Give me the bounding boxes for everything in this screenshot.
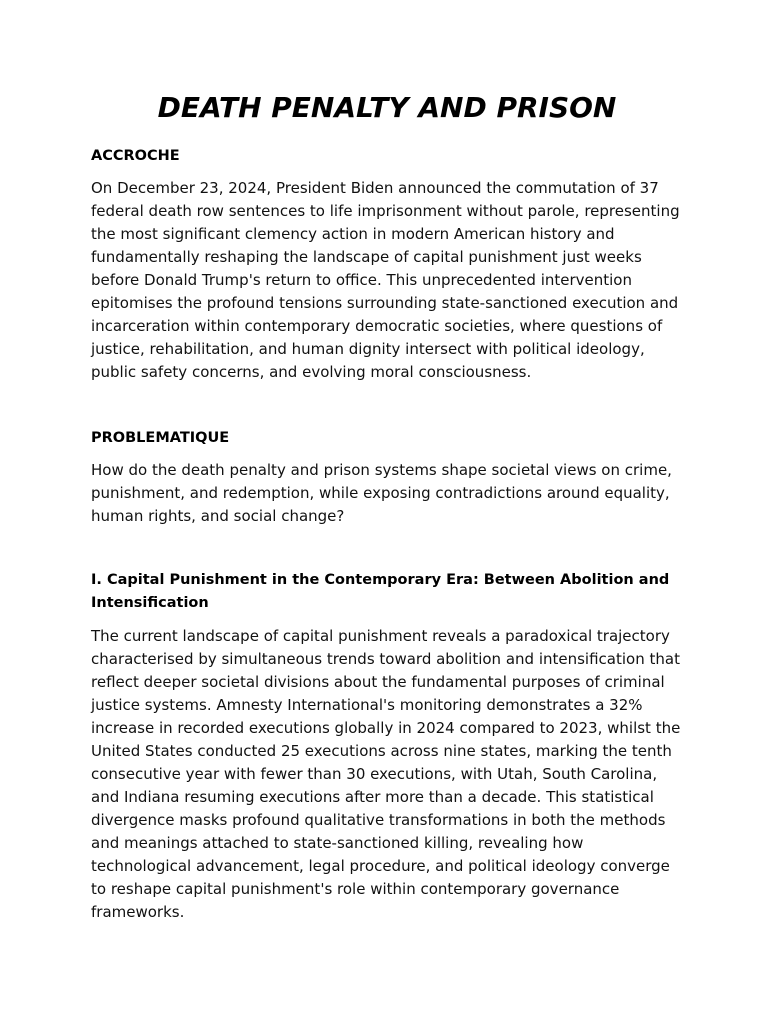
section-1-heading: I. Capital Punishment in the Contemporary Era: Between Abolition and Intensification [91, 572, 670, 611]
section-1-paragraph: The current landscape of capital punishment reveals a paradoxical trajectory characterised by simultaneous trends toward abolition and intensification that reflect deeper societal divisions about the fundamental purposes of criminal justice systems. Amnesty International's monitoring demonstrates a 32% increase in recorded executions globally in 2024 compared to 2023, whilst the United States conducted 25 executions across nine states, marking the tenth consecutive year with fewer than 30 executions, with Utah, South Carolina, and Indiana resuming executions after more than a decade. This statistical divergence masks profound qualitative transformations in both the methods and meanings attached to state-sanctioned killing, revealing how technological advancement, legal procedure, and political ideology converge to reshape capital punishment's role within contemporary governance frameworks. [91, 627, 681, 921]
accroche-heading: ACCROCHE [91, 148, 180, 164]
problematique-paragraph: How do the death penalty and prison systems shape societal views on crime, punishment, and redemption, while exposing contradictions around equality, human rights, and social change? [91, 461, 672, 525]
problematique-heading: PROBLEMATIQUE [91, 430, 230, 446]
accroche-paragraph: On December 23, 2024, President Biden announced the commutation of 37 federal death row sentences to life imprisonment without parole, representing the most significant clemency action in modern American history and fundamentally reshaping the landscape of capital punishment just weeks before Donald Trump's return to office. This unprecedented intervention epitomises the profound tensions surrounding state-sanctioned execution and incarceration within contemporary democratic societies, where questions of justice, rehabilitation, and human dignity intersect with political ideology, public safety concerns, and evolving moral consciousness. [91, 179, 680, 381]
document-page [91, 88, 683, 924]
document-title: DEATH PENALTY AND PRISON [157, 91, 617, 124]
